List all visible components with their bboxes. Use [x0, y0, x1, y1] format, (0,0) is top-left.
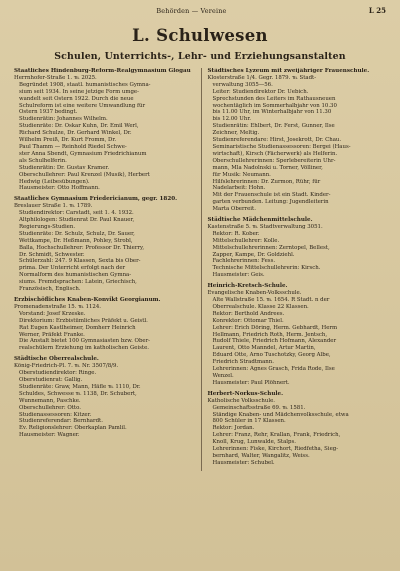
entry-line: Studiendirektor: Carstadt, seit 1. 4. 1932. [19, 210, 134, 217]
entry-line: Klosterstraße 1/4. Gegr. 1879. ℡ Stadt- [207, 74, 317, 81]
entry-line: Vorstand: Josef Krzeske. [19, 310, 86, 317]
school-entry [14, 196, 193, 293]
entry-line: Studienreferendar: Bernhardt. [19, 418, 103, 425]
entry-line: Wenzel. [212, 372, 234, 379]
entry-line: Lehrerinnen: Agnes Grasch, Frida Rode, Ilse [212, 366, 335, 373]
entry-line: Rat Eugen Kastlheimer, Domherr Heinrich [19, 324, 136, 331]
entry-title: Erzbischöfliches Knaben-Konvikt Georgianum. [14, 297, 161, 303]
entry-line: Regierungs-Studien. [19, 223, 76, 230]
entry-line: Hausmeister: Paul Plöhnert. [212, 379, 290, 386]
entry-line: Mittelschullehrer: Kolle. [212, 237, 280, 244]
entry-line: siums. Fremdsprachen: Latein, Griechisch, [19, 279, 137, 286]
entry-line: wandelt seit Ostern 1922. Durch die neue [19, 95, 134, 102]
entry-line: Alte Wallstraße 15. ℡ 1654. R Stadt. n der [212, 297, 330, 303]
entry-line: Oberstudiendirektor: Ringe. [19, 370, 97, 377]
entry-line: Rudolf Thiele, Friedrich Hofmann, Alexander [212, 338, 337, 345]
entry-line: Gemeinschaftsstraße 69. ℡ 1581. [212, 404, 306, 411]
entry-line: prima. Der Unterricht erfolgt nach der [19, 265, 126, 272]
entry-line: Friedrich Stradtmann. [212, 359, 274, 366]
entry-line: 800 Schüler in 17 Klassen. [212, 418, 286, 425]
entry-title: Staatliches Gymnasium Friedericianum, gegr. 1820. [14, 196, 178, 203]
entry-line: Dr. Schmidt, Schwester. [19, 251, 85, 258]
entry-title: Städtische Oberrealschule. [14, 356, 99, 363]
entry-line: Studienrätin: Dr. Gustav Kramer. [19, 164, 110, 171]
entry-line: als Schulhelferin. [19, 157, 67, 164]
entry-line: Breslauer Straße 1. ℡ 1789. [14, 203, 93, 210]
entry-line: Schuldes, Schwesse ℡ 1138, Dr. Schubert, [19, 390, 137, 397]
entry-line: Kastenstraße 5. ℡ Stadtverwaltung 3051. [207, 223, 323, 230]
entry-line: Studienräte: Dr. Schulz, Schulz, Dr. Sauer, [19, 230, 135, 237]
entry-line: Rektor: Jordan. [212, 425, 255, 432]
entry-line: sium seit 1934. In seine jetzige Form umge- [19, 88, 139, 95]
entry-line: Hausmeister: Otto Hoffmann. [19, 185, 100, 192]
page-number: L 25 [368, 6, 386, 15]
entry-line: mann, Mla Nadolnski u. Torner, Völliner, [212, 164, 323, 171]
entry-line: Herrnhofer-Straße 1. ℡ 2025. [14, 74, 97, 81]
entry-line: Sprechstunden des Leiters im Rathausneuen [212, 95, 336, 102]
entry-line: für Musik: Neumann. [212, 171, 271, 178]
entry-line: Die Anstalt bietet 100 Gymnasiasten bzw. Ober- [19, 338, 150, 345]
entry-line: Oberschullehrer: Otto. [19, 404, 81, 411]
entry-line: Mittelschullehrerinnen: Zerntopel, Bellest, [212, 244, 330, 251]
entry-line: Marta Oberreit. [212, 206, 256, 213]
entry-line: Lehrer: Franz, Rehr, Krallan, Frank, Friedrich, [212, 432, 341, 439]
entry-line: Lehrer: Erich Döring, Herm. Gebhardt, Herm [212, 324, 338, 331]
entry-line: bernhard, Walter, Wangalitz, Weiss. [212, 452, 310, 459]
entry-line: verwaltung 3055—56. [212, 81, 273, 88]
entry-line: Zeichner, Meltig. [212, 130, 260, 137]
entry-line: Studienräte: Graw, Mann, Häfle ℡ 1110, Dr. [19, 383, 141, 390]
entry-line: Studienreferendare: Hirst, Josekrott, Dr. Chau. [212, 137, 342, 144]
section-title: L. Schulwesen [132, 26, 268, 45]
school-entry [14, 297, 193, 352]
entry-line: realschülern Erziehung im katholischen Geiste. [19, 345, 150, 352]
entry-line: Paul Thamm — Reinhold Riedel Schwe- [19, 143, 127, 150]
right-column [201, 68, 387, 471]
entry-title: Herbert-Norkus-Schule. [207, 390, 284, 397]
entry-line: Leiter: Studiendirektor Dr. Uebich. [212, 88, 309, 95]
entry-line: Laurent, Otto Manndel, Artur Martin, [212, 345, 316, 352]
entry-line: Ständige Knaben- und Mädchenvolksschule, etwa [212, 411, 349, 418]
entry-line: Balla, Hochschullehrer: Professor Dr. Thierry, [19, 244, 145, 251]
entry-line: Französisch, Englisch. [19, 286, 81, 293]
entry-line: Werner, Präfekt Franke. [19, 331, 85, 338]
entry-line: Hilfslehrerinnen: Dr. Zurmon, Rühr, für [212, 178, 321, 185]
entry-line: bis 12.00 Uhr. [212, 116, 252, 123]
entry-line: Schulreform ist eine weitere Umwandlung für [19, 102, 146, 109]
section-subtitle: Schulen, Unterrichts-, Lehr- und Erziehungsanstalten [54, 51, 346, 62]
entry-line: Fachlehrerinnen: Fess. [212, 258, 276, 265]
two-column-body [14, 68, 386, 471]
school-entry [208, 217, 387, 279]
entry-line: Normalform des humanistischen Gymna- [19, 272, 132, 279]
entry-line: Hausmeister: Schubel. [212, 459, 275, 466]
entry-line: Hausmeister: Wagner. [19, 432, 80, 439]
entry-line: Studienassessoren: Kitzer. [19, 411, 92, 418]
left-column [14, 68, 193, 471]
entry-line: Mit der Frauenschule ist ein Stadt. Kinder- [212, 192, 331, 199]
entry-line: Technische Mittelschullehrerin: Kirsch. [212, 265, 321, 272]
entry-line: wochentäglich im Sommerhalbjahr von 10.30 [212, 102, 337, 109]
entry-line: Richard Schulze, Dr. Gerhard Winkel, Dr. [19, 130, 132, 137]
entry-title: Staatliches Hindenburg-Reform-Realgymnasium Glogau [14, 68, 191, 74]
entry-line: Wilhelm Preiß, Dr. Kurt Fromm, Dr. [19, 137, 117, 144]
entry-line: Rektor: R. Kober. [212, 230, 260, 237]
entry-line: Studienräte: Dr. Oskar Kuhn, Dr. Emil Werl, [19, 123, 139, 130]
entry-line: Konrektor: Ottomar Thiel. [212, 317, 284, 324]
entry-line: Wunnemann, Paschke. [19, 397, 81, 404]
entry-line: Rektor: Berthold Andrees. [212, 310, 285, 317]
entry-line: Hedwig (Leibesübungen). [19, 178, 90, 185]
entry-title: Städtisches Lyzeum mit zweijähriger Frauenschule. [207, 68, 370, 74]
school-entry [208, 283, 387, 387]
entry-line: Begründet 1908, staatl. humanistisches Gymna- [19, 81, 151, 88]
school-entry [14, 356, 193, 439]
entry-line: Hellmann, Friedrich Roth, Herm. Jentsch, [212, 331, 328, 338]
school-entry [14, 68, 193, 192]
entry-line: Schülerzahl: 247. 9 Klassen, Sexta bis Ober- [19, 258, 141, 265]
entry-line: Evangelische Knaben-Volksschule. [207, 290, 302, 297]
entry-line: Studienrätin: Ehlbert, Dr. Ferst, Gunner, Ilse [212, 123, 335, 130]
entry-line: ster Anna Sbendt, Gymnasium Friedrichianum [19, 150, 147, 157]
entry-line: Seminaristische Studienassessoren: Bergei (Haus- [212, 143, 351, 150]
entry-title: Städtische Mädchenmittelschule. [207, 217, 313, 224]
entry-line: Katholische Volksschule. [207, 397, 275, 404]
entry-line: bis 11.00 Uhr, im Winterhalbjahr von 11.30 [212, 109, 332, 116]
entry-line: wirtschaft), Kirsch (Fächerwerk) als Helferin. [212, 150, 338, 157]
entry-line: Ev. Religionslehrer: Oberkaplan Pamlil. [19, 425, 127, 432]
entry-line: Knoll, Krug, Lunwalde, Stalps. [212, 439, 296, 446]
entry-line: Direktorium: Erzbistümliches Präfekt u. Geistl. [19, 317, 148, 324]
entry-line: garten verbunden. Leitung: Jugendleiterin [212, 199, 329, 206]
school-entry [208, 68, 387, 213]
running-header [14, 6, 386, 16]
entry-line: Hausmeister: Geis. [212, 272, 265, 279]
entry-line: Oberschullehrer: Paul Krenzel (Musik), Herbert [19, 171, 150, 178]
entry-line: Oberstudienrat: Gallig. [19, 376, 83, 383]
entry-line: Nadelarbeit: Hohn. [212, 185, 266, 192]
entry-line: Oberrealschule. Klasse 22 Klassen. [212, 303, 309, 310]
entry-line: Oberschullehrerinnen: Sperlebereiterin Uhr- [212, 157, 336, 164]
entry-line: Lehrerinnen: Fiske, Kirchort, Riedfetha, Sieg- [212, 446, 339, 453]
entry-title: Heinrich-Kretsch-Schule. [207, 283, 288, 290]
entry-line: Eduard Otte, Arno Tuschotzky, Georg Albe, [212, 352, 331, 359]
entry-line: Zapper, Kampe, Dr. Goldziehl. [212, 251, 295, 258]
school-entry [208, 391, 387, 467]
entry-line: Ostern 1937 bedingt. [19, 109, 78, 116]
entry-line: Promenadenstraße 15. ℡ 1124. [14, 303, 102, 310]
entry-line: König-Friedrich-Pl. 7. ℡ Nr. 3507/8/9. [14, 363, 119, 370]
entry-line: Altphilologen: Studienrat Dr. Paul Knauer, [19, 217, 135, 224]
entry-line: Studienrätin: Johannes Wilhelm. [19, 116, 108, 123]
header-center: Behörden — Vereine [156, 7, 227, 15]
entry-line: Wettkampe, Dr. Heßmann, Pohley, Strobl, [19, 237, 133, 244]
